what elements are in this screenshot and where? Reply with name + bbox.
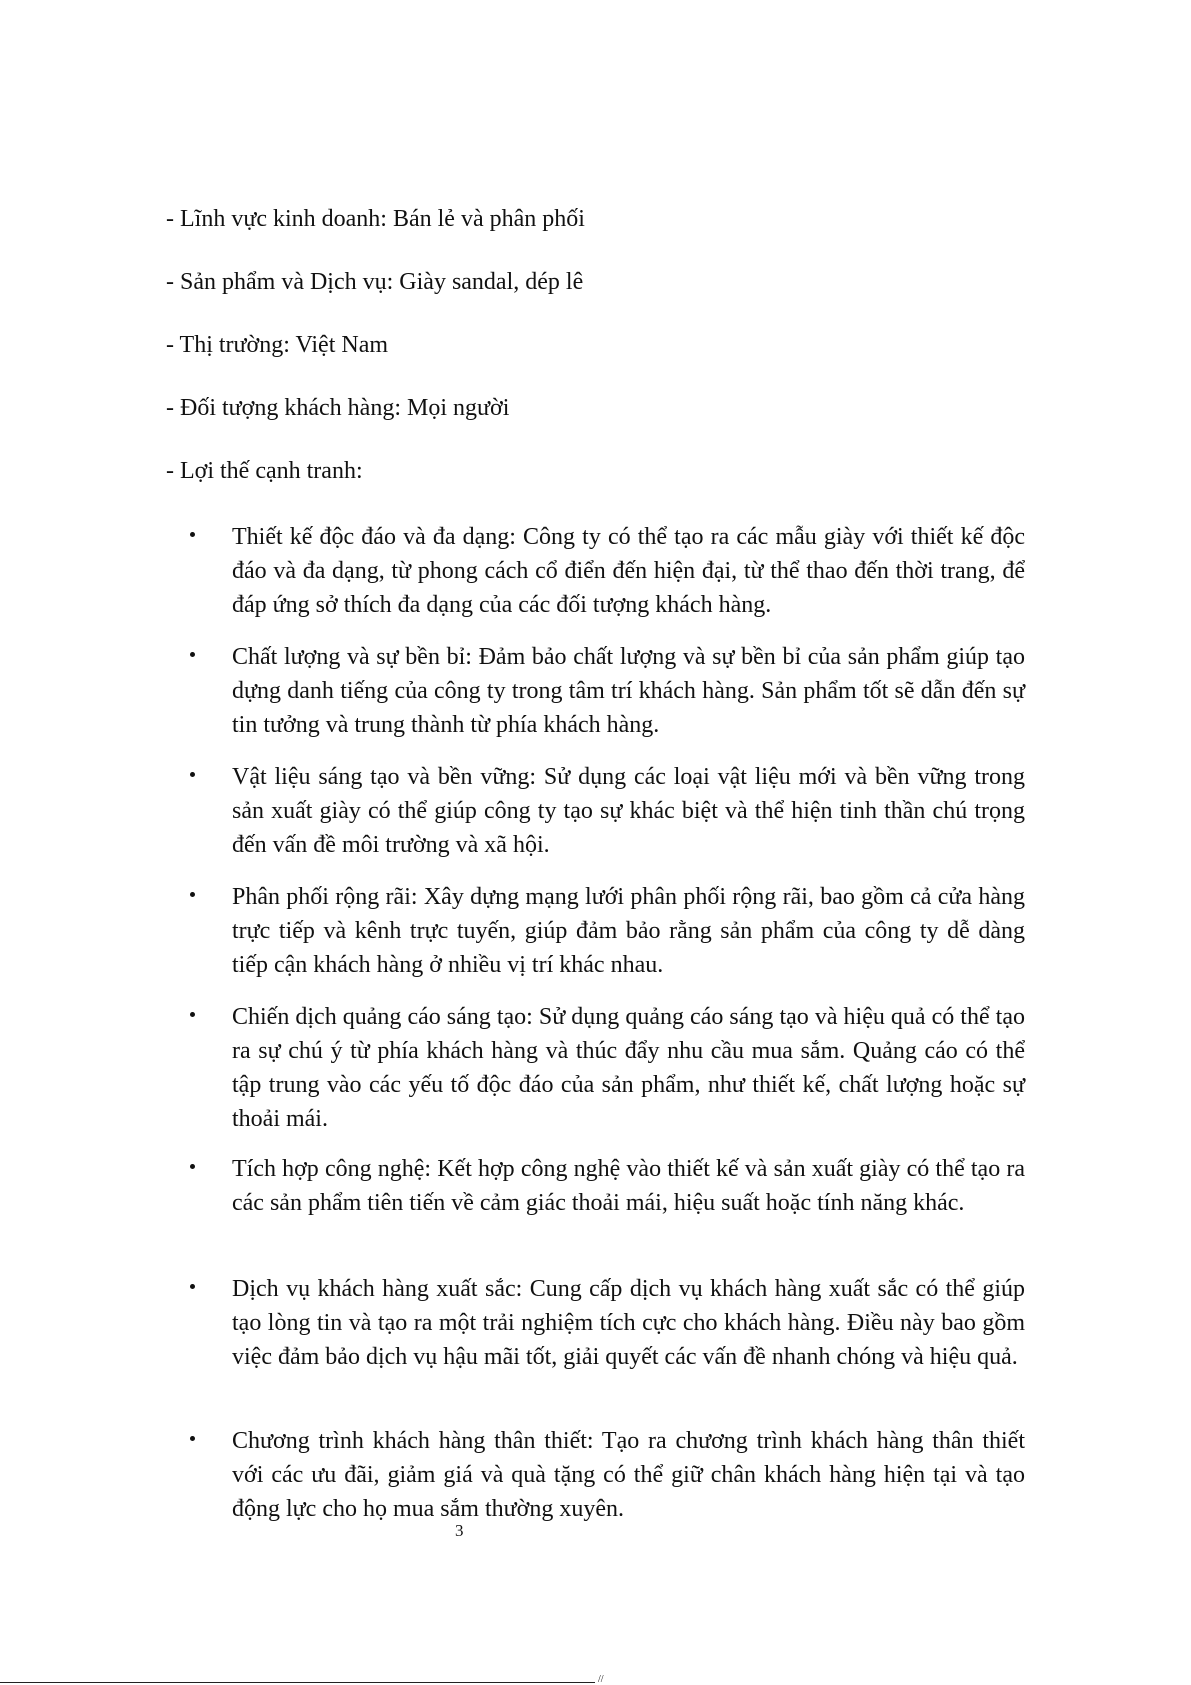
advantage-text: Tích hợp công nghệ: Kết hợp công nghệ vào thiết kế và sản xuất giày có thể tạo ra các sản phẩm tiên tiến về cảm giác thoải mái, hiệu suất hoặc tính năng khác. — [232, 1156, 1025, 1216]
bullet-icon — [190, 1436, 195, 1441]
competitive-advantage-heading: - Lợi thế cạnh tranh: — [166, 458, 363, 484]
bullet-icon — [190, 532, 195, 537]
footer-divider — [0, 1682, 595, 1683]
bullet-icon — [190, 892, 195, 897]
bullet-icon — [190, 652, 195, 657]
products-line: - Sản phẩm và Dịch vụ: Giày sandal, dép lê — [166, 269, 584, 295]
advantage-text: Phân phối rộng rãi: Xây dựng mạng lưới phân phối rộng rãi, bao gồm cả cửa hàng trực tiếp và kênh trực tuyến, giúp đảm bảo rằng sản phẩm của công ty dễ dàng tiếp cận khách hàng ở nhiều vị trí khác nhau. — [232, 884, 1025, 978]
market-line: - Thị trường: Việt Nam — [166, 332, 389, 358]
advantage-text: Dịch vụ khách hàng xuất sắc: Cung cấp dịch vụ khách hàng xuất sắc có thể giúp tạo lòng tin và tạo ra một trải nghiệm tích cực cho khách hàng. Điều này bao gồm việc đảm bảo dịch vụ hậu mãi tốt, giải quyết các vấn đề nhanh chóng và hiệu quả. — [232, 1276, 1025, 1370]
bullet-icon — [190, 1164, 195, 1169]
bullet-icon — [190, 1012, 195, 1017]
page-number: 3 — [455, 1521, 464, 1540]
bullet-icon — [190, 772, 195, 777]
advantage-text: Vật liệu sáng tạo và bền vững: Sử dụng các loại vật liệu mới và bền vững trong sản xuất giày có thể giúp công ty tạo sự khác biệt và thể hiện tinh thần chú trọng đến vấn đề môi trường và xã hội. — [232, 764, 1025, 858]
advantage-text: Chất lượng và sự bền bỉ: Đảm bảo chất lượng và sự bền bỉ của sản phẩm giúp tạo dựng danh tiếng của công ty trong tâm trí khách hàng. Sản phẩm tốt sẽ dẫn đến sự tin tưởng và trung thành từ phía khách hàng. — [232, 644, 1025, 738]
footer-mark: // — [598, 1674, 604, 1685]
advantage-text: Thiết kế độc đáo và đa dạng: Công ty có thể tạo ra các mẫu giày với thiết kế độc đáo và đa dạng, từ phong cách cổ điển đến hiện đại, từ thể thao đến thời trang, để đáp ứng sở thích đa dạng của các đối tượng khách hàng. — [232, 524, 1025, 618]
customers-line: - Đối tượng khách hàng: Mọi người — [166, 395, 510, 421]
advantage-text: Chương trình khách hàng thân thiết: Tạo ra chương trình khách hàng thân thiết với các ưu đãi, giảm giá và quà tặng có thể giữ chân khách hàng hiện tại và tạo động lực cho họ mua sắm thường xuyên. — [232, 1428, 1025, 1522]
bullet-icon — [190, 1284, 195, 1289]
advantage-text: Chiến dịch quảng cáo sáng tạo: Sử dụng quảng cáo sáng tạo và hiệu quả có thể tạo ra sự chú ý từ phía khách hàng và thúc đẩy nhu cầu mua sắm. Quảng cáo có thể tập trung vào các yếu tố độc đáo của sản phẩm, như thiết kế, chất lượng hoặc sự thoải mái. — [232, 1004, 1025, 1132]
business-field-line: - Lĩnh vực kinh doanh: Bán lẻ và phân phối — [166, 206, 585, 232]
